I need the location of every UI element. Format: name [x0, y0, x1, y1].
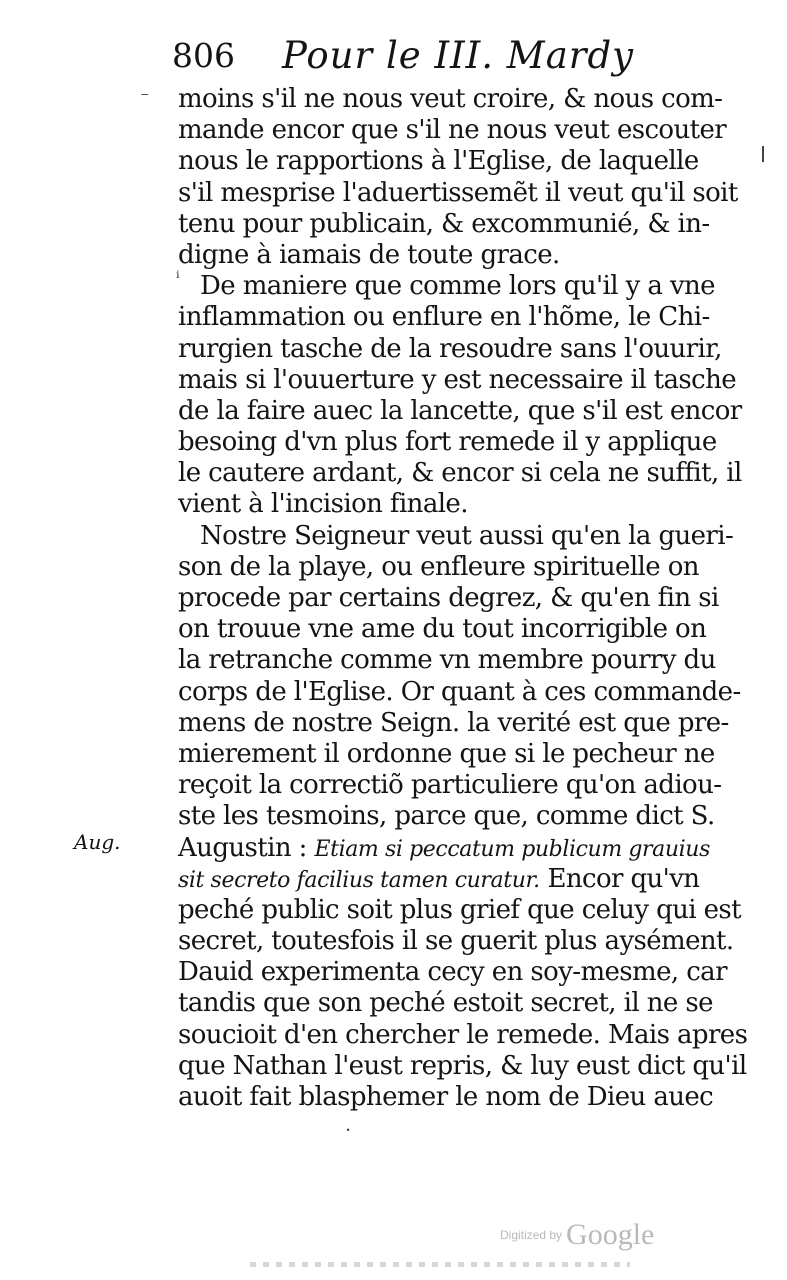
page-number: 806 [172, 36, 235, 75]
paragraph-start: Nostre Seigneur veut aussi qu'en la gueri- [200, 520, 734, 551]
text-line: moins s'il ne nous veut croire, & nous com- [178, 84, 723, 114]
text-line: reçoit la correctiõ particuliere qu'on adiou- [178, 770, 722, 801]
text-line: Dauid experimenta cecy en soy-mesme, car [178, 957, 727, 988]
text-line-quote [178, 863, 700, 895]
stray-mark: ᵢ [176, 262, 180, 283]
text-line: nous le rapportions à l'Eglise, de laquelle [178, 146, 699, 177]
digitization-watermark [500, 1218, 670, 1258]
stray-mark: ⁻ [140, 88, 150, 109]
latin-quote: Etiam si peccatum publicum grauius [314, 836, 710, 862]
text-line: la retranche comme vn membre pourry du [178, 645, 716, 676]
body-text [178, 84, 748, 1113]
watermark-prefix: Digitized by [500, 1228, 563, 1242]
text-line: on trouue vne ame du tout incorrigible on [178, 614, 707, 645]
text-line: secret, toutesfois il se guerit plus aysément. [178, 926, 734, 957]
text-line: tenu pour publicain, & excommunié, & in- [178, 208, 710, 239]
text-line: de la faire auec la lancette, que s'il est encor [178, 395, 742, 426]
text-line: auoit fait blasphemer le nom de Dieu auec [178, 1082, 714, 1112]
text-line: tandis que son peché estoit secret, il ne se [178, 988, 713, 1019]
margin-rule [762, 146, 764, 162]
text-line: que Nathan l'eust repris, & luy eust dict qu'il [178, 1050, 747, 1081]
author-name: Augustin : [178, 832, 307, 863]
text-line: mens de nostre Seign. la verité est que pre- [178, 707, 729, 738]
watermark-logo: Google [566, 1218, 655, 1251]
text-line: le cautere ardant, & encor si cela ne suffit, il [178, 458, 742, 489]
paragraph-start: De maniere que comme lors qu'il y a vne [200, 271, 715, 302]
text-line: vient à l'incision finale. [178, 489, 468, 520]
text-line: rurgien tasche de la resoudre sans l'ouurir, [178, 333, 722, 364]
translation-start: Encor qu'vn [547, 863, 700, 894]
text-line-quote [178, 832, 710, 864]
text-line: peché public soit plus grief que celuy qui est [178, 894, 742, 925]
text-line: ste les tesmoins, parce que, comme dict S. [178, 801, 715, 832]
text-line: corps de l'Eglise. Or quant à ces commande- [178, 676, 741, 707]
bleed-through-line [250, 1262, 630, 1267]
text-line: mande encor que s'il ne nous veut escouter [178, 115, 727, 146]
stray-mark: ⋅ [345, 1120, 352, 1141]
text-line: inflammation ou enflure en l'hõme, le Chi- [178, 302, 710, 333]
text-line: besoing d'vn plus fort remede il y applique [178, 427, 717, 458]
text-line: son de la playe, ou enfleure spirituelle on [178, 551, 699, 582]
latin-quote: sit secreto facilius tamen curatur. [178, 867, 540, 893]
running-head: Pour le III. Mardy [282, 34, 635, 77]
text-line: digne à iamais de toute grace. [178, 239, 560, 270]
text-line: s'il mesprise l'aduertissemẽt il veut qu'il soit [178, 177, 738, 208]
page-header [172, 34, 692, 80]
text-line: soucioit d'en chercher le remede. Mais apres [178, 1019, 748, 1050]
text-line: mierement il ordonne que si le pecheur ne [178, 738, 715, 769]
text-line: procede par certains degrez, & qu'en fin si [178, 583, 719, 613]
text-line: mais si l'ouuerture y est necessaire il tasche [178, 364, 737, 395]
margin-note: Aug. [74, 830, 121, 854]
